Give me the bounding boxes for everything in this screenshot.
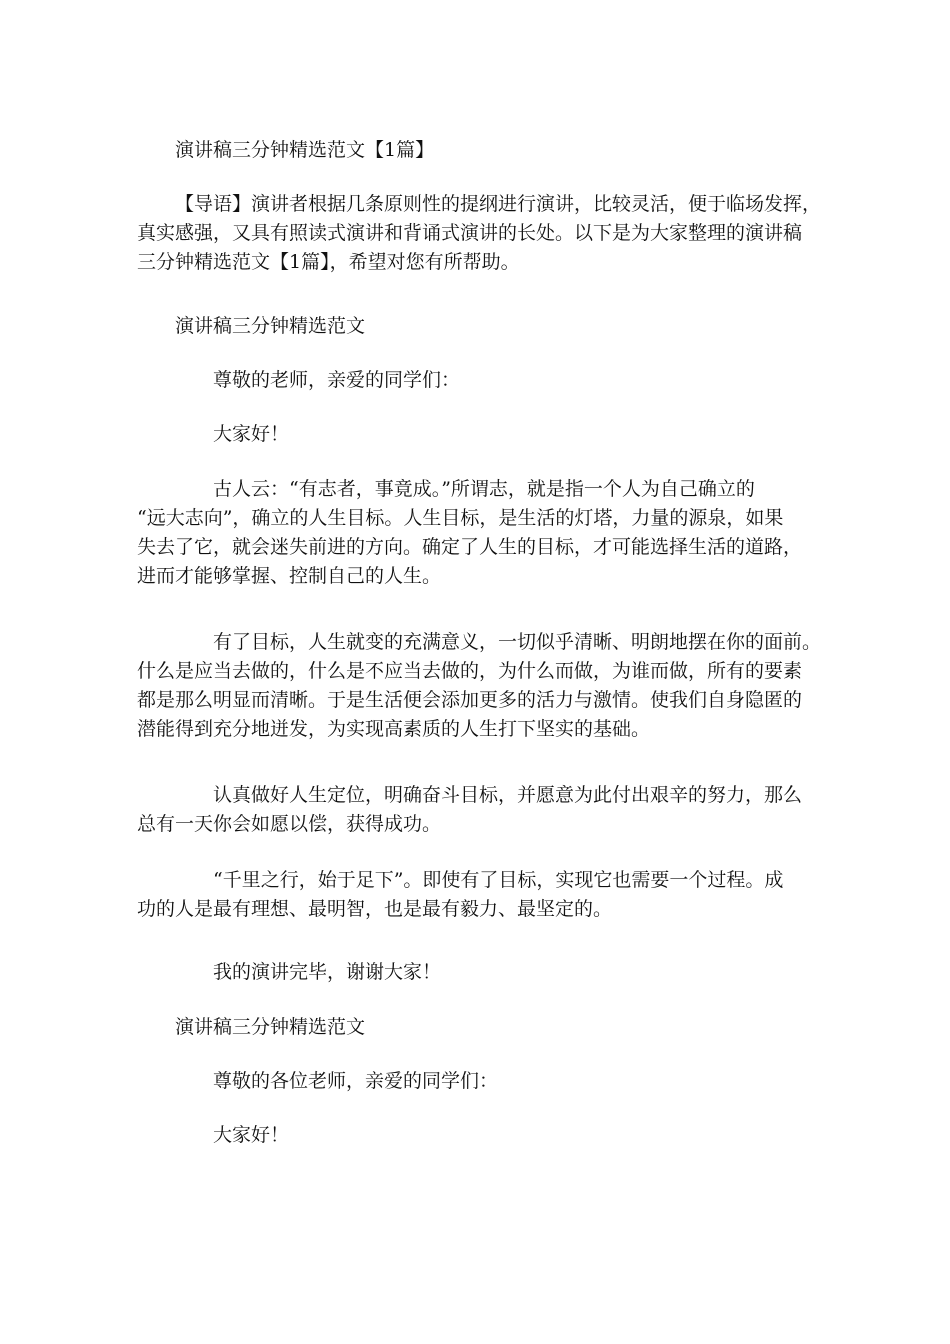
paragraph-2-cont <box>137 657 802 744</box>
paragraph-line: 古人云：“有志者，事竟成。”所谓志，就是指一个人为自己确立的 <box>213 478 755 500</box>
paragraph-line: “千里之行，始于足下”。即使有了目标，实现它也需要一个过程。成 <box>213 869 784 891</box>
paragraph-line: 有了目标，人生就变的充满意义，一切似乎清晰、明朗地摆在你的面前。 <box>213 631 822 653</box>
paragraph-3 <box>213 781 802 810</box>
paragraph-line: 认真做好人生定位，明确奋斗目标，并愿意为此付出艰辛的努力，那么 <box>213 784 803 806</box>
paragraph-line: “远大志向”，确立的人生目标。人生目标，是生活的灯塔，力量的源泉，如果 <box>137 507 784 529</box>
greeting: 大家好！ <box>213 1124 290 1146</box>
paragraph-4-cont <box>137 895 612 924</box>
paragraph-1 <box>213 475 755 504</box>
intro-paragraph-cont <box>137 219 802 277</box>
paragraph-2 <box>213 628 821 657</box>
paragraph-line: 失去了它，就会迷失前进的方向。确定了人生的目标，才可能选择生活的道路， <box>137 536 803 558</box>
closing-line: 我的演讲完毕，谢谢大家！ <box>213 961 442 983</box>
paragraph-1-cont <box>137 504 802 591</box>
intro-paragraph <box>175 190 821 219</box>
section-heading: 演讲稿三分钟精选范文 <box>175 1016 366 1038</box>
greeting: 大家好！ <box>213 423 290 445</box>
paragraph-line: 功的人是最有理想、最明智，也是最有毅力、最坚定的。 <box>137 898 613 920</box>
document-title: 演讲稿三分钟精选范文【1篇】 <box>175 139 435 161</box>
paragraph-line: 进而才能够掌握、控制自己的人生。 <box>137 565 442 587</box>
salutation: 尊敬的老师，亲爱的同学们： <box>213 369 461 391</box>
intro-line: 三分钟精选范文【1篇】，希望对您有所帮助。 <box>137 251 520 273</box>
intro-line: 【导语】演讲者根据几条原则性的提纲进行演讲，比较灵活，便于临场发挥， <box>175 193 822 215</box>
paragraph-4 <box>213 866 783 895</box>
paragraph-line: 什么是应当去做的，什么是不应当去做的，为什么而做，为谁而做，所有的要素 <box>137 660 803 682</box>
intro-line: 真实感强，又具有照读式演讲和背诵式演讲的长处。以下是为大家整理的演讲稿 <box>137 222 803 244</box>
salutation: 尊敬的各位老师，亲爱的同学们： <box>213 1070 499 1092</box>
paragraph-line: 都是那么明显而清晰。于是生活便会添加更多的活力与激情。使我们自身隐匿的 <box>137 689 803 711</box>
paragraph-3-cont <box>137 810 441 839</box>
paragraph-line: 潜能得到充分地迸发，为实现高素质的人生打下坚实的基础。 <box>137 718 651 740</box>
section-heading: 演讲稿三分钟精选范文 <box>175 315 366 337</box>
paragraph-line: 总有一天你会如愿以偿，获得成功。 <box>137 813 442 835</box>
